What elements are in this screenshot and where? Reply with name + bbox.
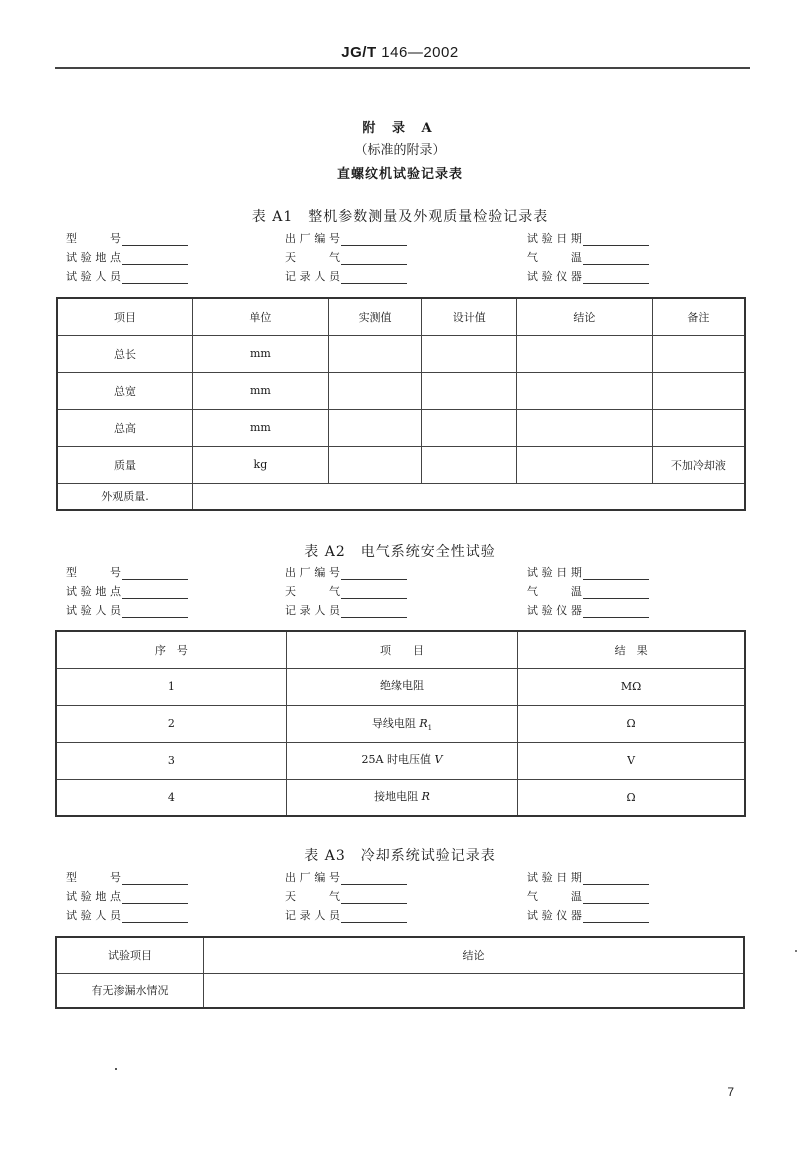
header-conclusion: 结论 — [204, 937, 744, 973]
field-label-date: 试验日期 — [526, 566, 582, 579]
field-input-instrument[interactable] — [583, 910, 649, 923]
field-label-date: 试验日期 — [526, 232, 582, 245]
field-label-recorder: 记录人员 — [285, 270, 340, 283]
standard-code: JG/T — [341, 44, 377, 61]
field-input-tester[interactable] — [122, 910, 188, 923]
field-input-model[interactable] — [122, 872, 188, 885]
page-number: 7 — [727, 1085, 734, 1099]
cell-remark[interactable] — [652, 335, 745, 372]
table-row — [56, 705, 745, 742]
field-label-date: 试验日期 — [526, 871, 582, 884]
field-label-weather: 天 气 — [285, 890, 340, 903]
field-input-weather[interactable] — [341, 891, 407, 904]
table-a1-caption: 表 A1 整机参数测量及外观质量检验记录表 — [251, 209, 549, 225]
scan-speck — [115, 1068, 117, 1070]
item-text: 绝缘电阻 — [379, 679, 424, 693]
field-label-location: 试验地点 — [66, 251, 121, 264]
cell-measured[interactable] — [328, 372, 422, 409]
field-input-temperature[interactable] — [583, 586, 649, 599]
field-input-serial[interactable] — [341, 872, 407, 885]
field-label-serial: 出厂编号 — [285, 566, 340, 579]
field-label-temperature: 气 温 — [526, 890, 582, 903]
field-input-instrument[interactable] — [583, 271, 649, 284]
cell-no: 3 — [56, 742, 286, 779]
field-label-location: 试验地点 — [66, 890, 121, 903]
field-label-instrument: 试验仪器 — [526, 604, 582, 617]
cell-measured[interactable] — [328, 409, 422, 446]
field-input-serial[interactable] — [341, 567, 407, 580]
field-input-date[interactable] — [583, 233, 649, 246]
cell-item: 质量 — [57, 446, 193, 483]
cell-measured[interactable] — [328, 446, 422, 483]
item-variable: R — [421, 790, 430, 804]
table-a2-record-fields — [66, 561, 726, 618]
cell-result[interactable]: Ω — [518, 705, 745, 742]
standard-number: 146—2002 — [381, 44, 459, 61]
field-label-model: 型 号 — [66, 566, 121, 579]
field-input-date[interactable] — [583, 567, 649, 580]
header-test-item: 试验项目 — [56, 937, 204, 973]
field-label-tester: 试验人员 — [66, 270, 121, 283]
cell-item — [286, 742, 517, 779]
cell-appearance-value[interactable] — [193, 483, 745, 510]
cell-result[interactable]: MΩ — [518, 668, 745, 705]
field-label-tester: 试验人员 — [66, 604, 121, 617]
cell-remark[interactable] — [652, 409, 745, 446]
cell-no: 4 — [56, 779, 286, 816]
cell-appearance-label: 外观质量. — [57, 483, 193, 510]
cell-result[interactable]: V — [518, 742, 745, 779]
table-row — [56, 779, 745, 816]
field-input-recorder[interactable] — [341, 910, 407, 923]
cell-conclusion[interactable] — [517, 372, 653, 409]
field-label-recorder: 记录人员 — [285, 909, 340, 922]
item-variable: R — [419, 716, 428, 730]
field-input-weather[interactable] — [341, 252, 407, 265]
table-row — [57, 446, 745, 483]
field-input-tester[interactable] — [122, 605, 188, 618]
table-a2-caption: 表 A2 电气系统安全性试验 — [304, 544, 496, 560]
table-header-row — [57, 298, 745, 335]
cell-item — [286, 779, 517, 816]
table-row — [57, 335, 745, 372]
cell-unit: kg — [193, 446, 329, 483]
cell-item — [286, 668, 517, 705]
field-label-temperature: 气 温 — [526, 585, 582, 598]
item-text: 导线电阻 — [371, 716, 420, 730]
cell-no: 2 — [56, 705, 286, 742]
cell-conclusion[interactable] — [517, 446, 653, 483]
field-label-model: 型 号 — [66, 871, 121, 884]
cell-item: 总长 — [57, 335, 193, 372]
header-rule — [55, 67, 750, 69]
cell-result[interactable]: Ω — [518, 779, 745, 816]
cell-conclusion[interactable] — [517, 335, 653, 372]
cell-unit: mm — [193, 409, 329, 446]
field-input-model[interactable] — [122, 233, 188, 246]
appendix-name: 直螺纹机试验记录表 — [336, 167, 463, 182]
table-a3 — [55, 936, 745, 1009]
field-label-tester: 试验人员 — [66, 909, 121, 922]
table-row — [56, 668, 745, 705]
field-input-temperature[interactable] — [583, 891, 649, 904]
table-a3-caption: 表 A3 冷却系统试验记录表 — [304, 848, 496, 864]
cell-design[interactable] — [422, 335, 517, 372]
cell-remark[interactable]: 不加冷却液 — [652, 446, 745, 483]
table-row — [56, 973, 744, 1008]
field-label-instrument: 试验仪器 — [526, 909, 582, 922]
header-remark: 备注 — [652, 298, 745, 335]
table-a3-record-fields — [66, 866, 726, 923]
field-label-location: 试验地点 — [66, 585, 121, 598]
item-subscript: 1 — [427, 724, 433, 733]
item-variable: V — [434, 753, 443, 767]
item-text: 25A 时电压值 — [361, 753, 435, 767]
cell-item: 总宽 — [57, 372, 193, 409]
cell-test-item: 有无渗漏水情况 — [56, 973, 204, 1008]
cell-conclusion[interactable] — [517, 409, 653, 446]
cell-design[interactable] — [422, 446, 517, 483]
table-a2 — [55, 630, 746, 817]
field-input-tester[interactable] — [122, 271, 188, 284]
field-label-instrument: 试验仪器 — [526, 270, 582, 283]
appendix-title: 附 录 A — [362, 121, 438, 136]
field-input-location[interactable] — [122, 891, 188, 904]
field-input-serial[interactable] — [341, 233, 407, 246]
field-label-weather: 天 气 — [285, 251, 340, 264]
field-input-date[interactable] — [583, 872, 649, 885]
cell-item — [286, 705, 517, 742]
field-label-recorder: 记录人员 — [285, 604, 340, 617]
cell-no: 1 — [56, 668, 286, 705]
field-label-serial: 出厂编号 — [285, 232, 340, 245]
appearance-row — [57, 483, 745, 510]
field-label-temperature: 气 温 — [526, 251, 582, 264]
table-a1 — [56, 297, 746, 511]
cell-conclusion[interactable] — [204, 973, 744, 1008]
standard-code-header — [0, 44, 800, 61]
cell-design[interactable] — [422, 409, 517, 446]
field-label-serial: 出厂编号 — [285, 871, 340, 884]
item-text: 接地电阻 — [374, 790, 422, 804]
table-header-row — [56, 631, 745, 668]
field-input-recorder[interactable] — [341, 605, 407, 618]
header-design: 设计值 — [422, 298, 517, 335]
field-input-model[interactable] — [122, 567, 188, 580]
field-input-weather[interactable] — [341, 586, 407, 599]
header-unit: 单位 — [193, 298, 329, 335]
appendix-subtitle: （标准的附录） — [354, 143, 446, 158]
field-label-model: 型 号 — [66, 232, 121, 245]
header-item: 项 目 — [286, 631, 517, 668]
header-conclusion: 结论 — [517, 298, 653, 335]
scan-speck — [795, 950, 797, 952]
cell-remark[interactable] — [652, 372, 745, 409]
table-row — [56, 742, 745, 779]
header-no: 序 号 — [56, 631, 286, 668]
header-measured: 实测值 — [328, 298, 422, 335]
field-input-recorder[interactable] — [341, 271, 407, 284]
cell-item: 总高 — [57, 409, 193, 446]
cell-design[interactable] — [422, 372, 517, 409]
field-input-temperature[interactable] — [583, 252, 649, 265]
field-input-instrument[interactable] — [583, 605, 649, 618]
table-header-row — [56, 937, 744, 973]
cell-measured[interactable] — [328, 335, 422, 372]
table-a1-record-fields — [66, 227, 726, 284]
header-result: 结 果 — [518, 631, 745, 668]
field-input-location[interactable] — [122, 586, 188, 599]
cell-unit: mm — [193, 372, 329, 409]
field-label-weather: 天 气 — [285, 585, 340, 598]
table-row — [57, 409, 745, 446]
field-input-location[interactable] — [122, 252, 188, 265]
cell-unit: mm — [193, 335, 329, 372]
header-item: 项目 — [57, 298, 193, 335]
table-row — [57, 372, 745, 409]
